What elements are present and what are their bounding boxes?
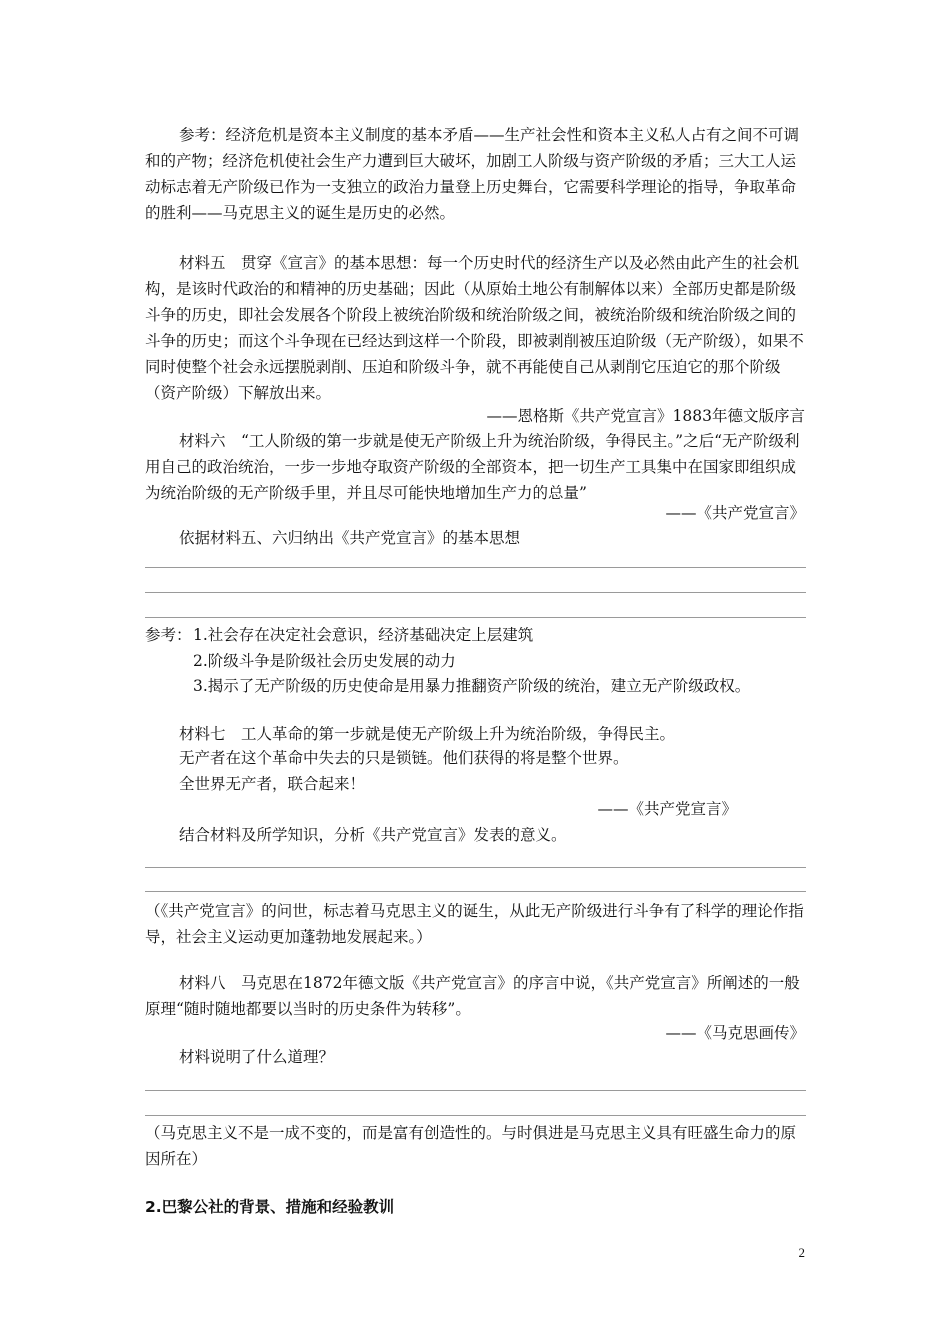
material-seven-source: ——《共产党宣言》 — [597, 800, 737, 818]
answer-line — [145, 1115, 806, 1116]
material-seven-line-1: 材料七 工人革命的第一步就是使无产阶级上升为统治阶级，争得民主。 — [179, 725, 676, 743]
answer-line — [145, 592, 806, 593]
reference-label: 参考： — [145, 626, 192, 644]
reference-paragraph-1: 参考：经济危机是资本主义制度的基本矛盾——生产社会性和资本主义私人占有之间不可调和的产物；经济危机使社会生产力遭到巨大破坏，加剧工人阶级与资产阶级的矛盾；三大工人运动标志着无产阶级已作为一支独立的政治力量登上历史舞台，它需要科学理论的指导，争取革命的胜利——马克思主义的诞生是历史的必然。 — [145, 126, 800, 222]
material-eight-answer: （马克思主义不是一成不变的，而是富有创造性的。与时俱进是马克思主义具有旺盛生命力的原因所在） — [145, 1124, 797, 1168]
material-six-paragraph: 材料六 “工人阶级的第一步就是使无产阶级上升为统治阶级，争得民主。”之后“无产阶级利用自己的政治统治，一步一步地夺取资产阶级的全部资本，把一切生产工具集中在国家即组织成为统治阶级的无产阶级手里，并且尽可能快地增加生产力的总量” — [145, 432, 800, 502]
material-six-source: ——《共产党宣言》 — [665, 504, 805, 522]
material-five-paragraph: 材料五 贯穿《宣言》的基本思想：每一个历史时代的经济生产以及必然由此产生的社会机构，是该时代政治的和精神的历史基础；因此（从原始土地公有制解体以来）全部历史都是阶级斗争的历史，即社会发展各个阶段上被统治阶级和统治阶级之间，被统治阶级和统治阶级之间的斗争的历史；而这个斗争现在已经达到这样一个阶段，即被剥削被压迫阶级（无产阶级），如果不同时使整个社会永远摆脱剥削、压迫和阶级斗争，就不再能使自己从剥削它压迫它的那个阶级（资产阶级）下解放出来。 — [145, 254, 804, 402]
section-heading: 2.巴黎公社的背景、措施和经验教训 — [145, 1198, 395, 1216]
reference-item-2: 2.阶级斗争是阶级社会历史发展的动力 — [193, 652, 456, 670]
reference-item-3: 3.揭示了无产阶级的历史使命是用暴力推翻资产阶级的统治，建立无产阶级政权。 — [193, 677, 751, 695]
material-eight-question: 材料说明了什么道理？ — [179, 1048, 335, 1066]
answer-line — [145, 891, 806, 892]
material-eight-paragraph: 材料八 马克思在1872年德文版《共产党宣言》的序言中说，《共产党宣言》所阐述的一般原理“随时随地都要以当时的历史条件为转移”。 — [145, 974, 800, 1018]
answer-line — [145, 567, 806, 568]
material-seven-line-3: 全世界无产者，联合起来！ — [179, 775, 366, 793]
material-six-question: 依据材料五、六归纳出《共产党宣言》的基本思想 — [179, 529, 521, 547]
material-five-source: ——恩格斯《共产党宣言》1883年德文版序言 — [486, 407, 805, 425]
material-eight-source: ——《马克思画传》 — [665, 1024, 805, 1042]
page-number: 2 — [798, 1245, 805, 1260]
answer-line — [145, 617, 806, 618]
answer-line — [145, 1090, 806, 1091]
material-seven-answer: （《共产党宣言》的问世，标志着马克思主义的诞生，从此无产阶级进行斗争有了科学的理论作指导，社会主义运动更加蓬勃地发展起来。） — [145, 902, 804, 946]
answer-line — [145, 867, 806, 868]
reference-item-1: 1.社会存在决定社会意识，经济基础决定上层建筑 — [193, 626, 534, 644]
material-seven-line-2: 无产者在这个革命中失去的只是锁链。他们获得的将是整个世界。 — [179, 749, 629, 767]
material-seven-question: 结合材料及所学知识，分析《共产党宣言》发表的意义。 — [179, 826, 567, 844]
